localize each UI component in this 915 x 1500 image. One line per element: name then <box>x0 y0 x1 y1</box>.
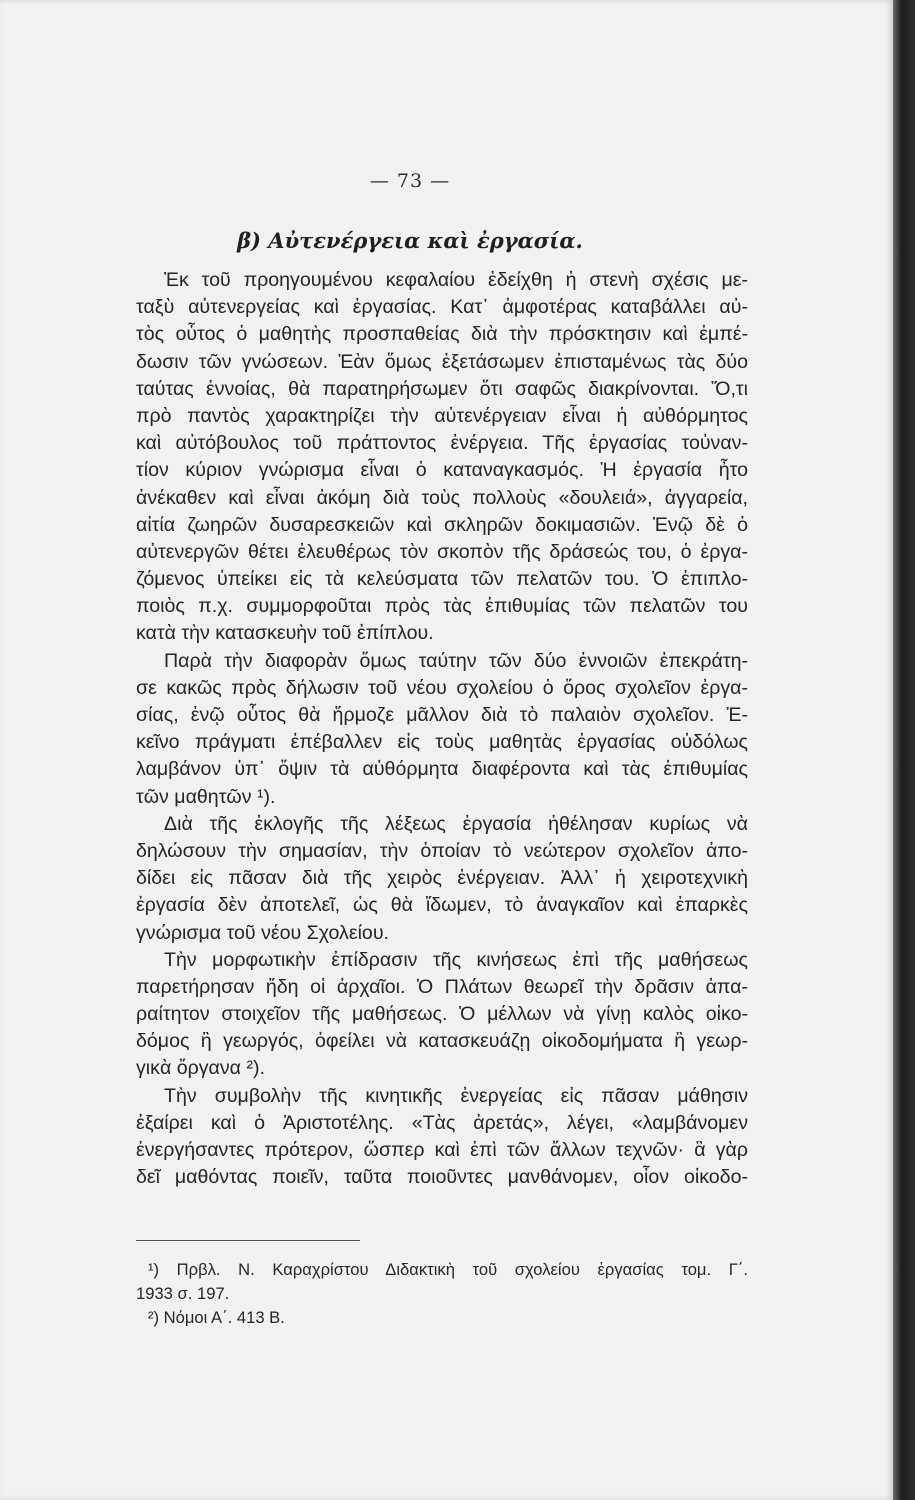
text-line: δεῖ μαθόντας ποιεῖν, ταῦτα ποιοῦντες μανθάνομεν, οἷον οἰκοδο- <box>136 1166 748 1189</box>
text-line: Διὰ τῆς ἐκλογῆς τῆς λέξεως ἐργασία ἠθέλησαν κυρίως νὰ <box>164 812 748 835</box>
text-line: πρὸ παντὸς χαρακτηρίζει τὴν αὐτενέργειαν εἶναι ἡ αὐθόρμητος <box>136 404 748 427</box>
footnote-rule <box>136 1240 360 1241</box>
text-line: ταξὺ αὐτενεργείας καὶ ἐργασίας. Κατ᾽ ἀμφοτέρας καταβάλλει αὐ- <box>136 296 748 319</box>
text-line: δωσιν τῶν γνώσεων. Ἐὰν ὅμως ἐξετάσωμεν ἐπισταμένως τὰς δύο <box>136 350 748 373</box>
text-line: δηλώσουν τὴν σημασίαν, τὴν ὁποίαν τὸ νεώτερον σχολεῖον ἀπο- <box>136 839 748 862</box>
text-line: κεῖνο πράγματι ἐπέβαλλεν εἰς τοὺς μαθητὰς ἐργασίας οὐδόλως <box>136 731 748 754</box>
text-line: ἀνέκαθεν καὶ εἶναι ἀκόμη διὰ τοὺς πολλοὺς «δουλειά», ἀγγαρεία, <box>136 486 748 509</box>
text-line: τῶν μαθητῶν ¹). <box>136 785 276 808</box>
footnote-line: ¹) Πρβλ. Ν. Καραχρίστου Διδακτικὴ τοῦ σχολείου ἐργασίας τομ. Γ΄. <box>148 1260 748 1279</box>
text-line: αἰτία ζωηρῶν δυσαρεσκειῶν καὶ σκληρῶν δοκιμασιῶν. Ἐνῷ δὲ ὁ <box>136 513 748 536</box>
text-line: δόμος ἢ γεωργός, ὀφείλει νὰ κατασκευάζῃ οἰκοδομήματα ἢ γεωρ- <box>136 1030 748 1053</box>
text-line: καὶ αὐτόβουλος τοῦ πράττοντος ἐνέργεια. Τῆς ἐργασίας τοὐναν- <box>136 432 748 455</box>
page-number: — 73 — <box>369 170 451 192</box>
text-line: σίας, ἐνῷ οὗτος θὰ ἥρμοζε μᾶλλον διὰ τὸ παλαιὸν σχολεῖον. Ἐ- <box>136 704 748 726</box>
text-line: αὐτενεργῶν θέτει ἐλευθέρως τὸν σκοπὸν τῆς δράσεώς του, ὁ ἐργα- <box>136 540 748 563</box>
text-line: σε κακῶς πρὸς δήλωσιν τοῦ νέου σχολείου ὁ ὅρος σχολεῖον ἐργα- <box>136 676 748 699</box>
text-line: παρετήρησαν ἤδη οἱ ἀρχαῖοι. Ὁ Πλάτων θεωρεῖ τὴν δρᾶσιν ἀπα- <box>136 975 748 998</box>
text-line: Ἐκ τοῦ προηγουμένου κεφαλαίου ἐδείχθη ἡ στενὴ σχέσις με- <box>164 269 748 291</box>
text-line: ἐξαίρει καὶ ὁ Ἀριστοτέλης. «Τὰς ἀρετάς», λέγει, «λαμβάνομεν <box>136 1111 748 1134</box>
text-line: Τὴν μορφωτικὴν ἐπίδρασιν τῆς κινήσεως ἐπὶ τῆς μαθήσεως <box>164 948 748 971</box>
text-line: ραίτητον στοιχεῖον τῆς μαθήσεως. Ὁ μέλλων νὰ γίνῃ καλὸς οἰκο- <box>136 1003 748 1026</box>
text-line: γνώρισμα τοῦ νέου Σχολείου. <box>136 921 389 944</box>
text-line: λαμβάνον ὑπ᾽ ὄψιν τὰ αὐθόρμητα διαφέροντα καὶ τὰς ἐπιθυμίας <box>136 758 748 781</box>
text-line: ἐνεργήσαντες πρότερον, ὥσπερ καὶ ἐπὶ τῶν ἄλλων τεχνῶν· ἃ γὰρ <box>136 1139 748 1161</box>
body-text <box>136 267 748 1191</box>
text-line: ζόμενος ὑπείκει εἰς τὰ κελεύσματα τῶν πελατῶν του. Ὁ ἐπιπλο- <box>136 568 748 591</box>
text-line: κατὰ τὴν κατασκευὴν τοῦ ἐπίπλου. <box>136 622 434 645</box>
footnote-line: 1933 σ. 197. <box>136 1284 230 1303</box>
footnote-line: ²) Νόμοι Α΄. 413 Β. <box>148 1308 285 1327</box>
text-line: δίδει εἰς πᾶσαν διὰ τῆς χειρὸς ἐνέργειαν. Ἀλλ᾽ ἡ χειροτεχνικὴ <box>136 867 748 890</box>
text-line: Παρὰ τὴν διαφορὰν ὅμως ταύτην τῶν δύο ἐννοιῶν ἐπεκράτη- <box>164 649 748 672</box>
footnotes <box>136 1258 748 1330</box>
page-edge-shadow <box>893 0 915 1500</box>
text-line: ταύτας ἐννοίας, θὰ παρατηρήσωμεν ὅτι σαφῶς διακρίνονται. Ὅ,τι <box>136 377 748 400</box>
section-title: β) Αὐτενέργεια καὶ ἐργασία. <box>237 228 583 253</box>
text-line: τὸς οὗτος ὁ μαθητὴς προσπαθείας διὰ τὴν πρόσκτησιν καὶ ἐμπέ- <box>136 323 748 346</box>
text-line: ποιὸς π.χ. συμμορφοῦται πρὸς τὰς ἐπιθυμίας τῶν πελατῶν του <box>136 595 748 618</box>
text-line: Τὴν συμβολὴν τῆς κινητικῆς ἐνεργείας εἰς πᾶσαν μάθησιν <box>164 1084 748 1107</box>
text-line: γικὰ ὄργανα ²). <box>136 1057 265 1080</box>
text-line: ἐργασία δὲν ἀποτελεῖ, ὡς θὰ ἴδωμεν, τὸ ἀναγκαῖον καὶ ἐπαρκὲς <box>136 894 748 917</box>
text-line: τίον κύριον γνώρισμα εἶναι ὁ καταναγκασμός. Ἡ ἐργασία ἦτο <box>136 459 748 482</box>
